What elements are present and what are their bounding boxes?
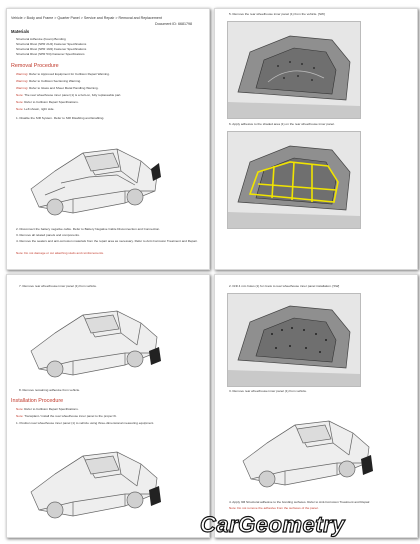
warning-line: Warning: Refer to Glass and Sheet Metal Handling Warning. [16,86,99,90]
document-page-3 [6,274,210,538]
note-line: Note: Transplant / install the rear wheelhouse inner panel to the proper fit. [16,414,117,418]
note-line: Note: Do not damage or cut attaching studs and reinforcements. [16,251,104,255]
watermark-logo: CarGeometry [200,512,345,537]
document-page-2 [214,8,418,270]
materials-item: Structural Rivet (SPR 19/2) Fastener Specifications [16,47,87,51]
wheelhouse-figure-2 [227,131,361,229]
step-text: 1. Position rear wheelhouse inner panel (1) to vehicle using three-dimensional measuring equipment. [16,421,155,425]
step-text: 8. Remove remaining adhesive from vehicle. [19,388,81,392]
note-line: Note: Do not remove the adhesive from the surfaces of the panel. [229,506,319,510]
step-text: 4. Apply 3M Structural adhesive to the bonding surfaces. Refer to Anti-Corrosion Treatment and Repair. [229,500,371,504]
wheelhouse-figure-3 [227,293,361,387]
step-text: 3. Remove all related panels and components. [16,233,80,237]
note-line: Note: Refer to Collision Repair Specifications. [16,100,79,104]
note-line: Note: The rear wheelhouse inner panel (1) is a bolt-on, fully replaceable part. [16,93,122,97]
step-text: 5. Remove the rear wheelhouse inner panel (1) from the vehicle. [SW] [229,12,325,16]
car-body-illustration [25,293,165,383]
step-text: 7. Remove rear wheelhouse inner panel (1) from vehicle. [19,284,97,288]
document-page-4 [214,274,418,538]
step-text: 3. Remove rear wheelhouse inner panel (1) from vehicle. [229,389,307,393]
breadcrumb: Vehicle > Body and Frame > Quarter Panel > Service and Repair > Removal and Replacement [11,16,162,20]
installation-heading: Installation Procedure [11,398,64,404]
document-page-1 [6,8,210,270]
note-line: Note: Refer to Collision Repair Specifications. [16,407,79,411]
document-id: Document ID: 6681798 [155,22,192,26]
note-line: Note: Left shown, right side. [16,107,55,111]
wheelhouse-figure-1 [227,21,361,119]
car-body-illustration [237,399,377,494]
step-text: 2. Drill 4 mm holes (1) for rivets to rear wheelhouse inner panel installation. [SW] [229,284,340,288]
car-body-illustration [25,127,165,222]
warning-line: Warning: Refer to Collision Sectioning Warning. [16,79,82,83]
step-text: 2. Disconnect the battery negative cable. Refer to Battery Negative Cable Disconnection and Connection. [16,227,161,231]
car-body-illustration [25,430,165,525]
materials-item: Structural Rivet (SPR 5/4) Fastener Specifications [16,52,85,56]
removal-heading: Removal Procedure [11,63,59,69]
warning-line: Warning: Refer to Approved Equipment for Collision Repair Warning. [16,72,110,76]
materials-heading: Materials [11,29,30,34]
step-text: 1. Disable the SIR System. Refer to SIR Disabling and Enabling. [16,116,105,120]
materials-item: Structural Adhesive (Foam) Bonding [16,37,66,41]
step-text: 6. Apply adhesive to the shaded area (1) on the rear wheelhouse inner panel. [229,122,335,126]
step-text: 4. Remove the sealers and anti-corrosion materials from the repair area as necessary. Refer to Anti-Corrosion Treatment and Repair. [16,239,198,243]
materials-item: Structural Rivet (SPR 21/2) Fastener Specifications [16,42,87,46]
